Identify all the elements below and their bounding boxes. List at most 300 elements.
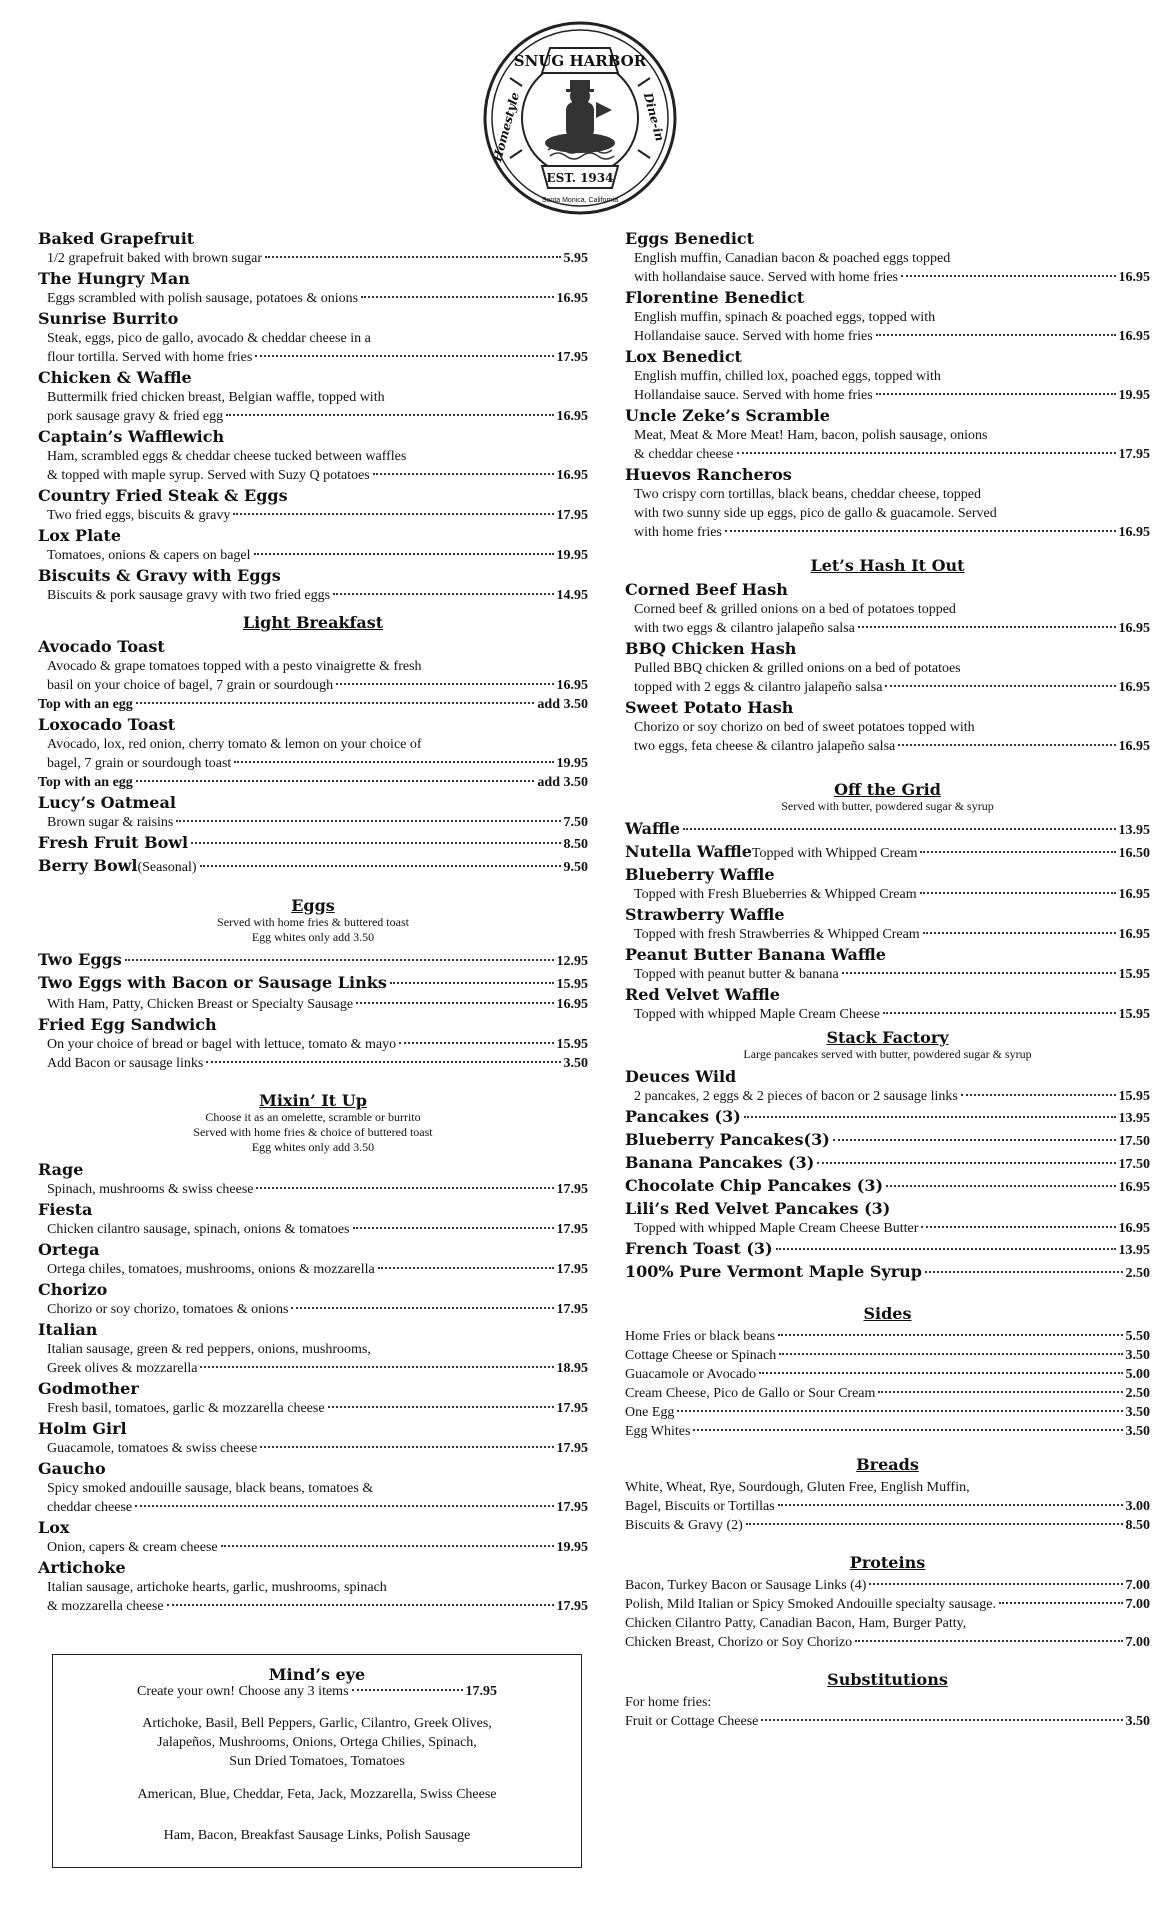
item-description-price bbox=[625, 737, 1150, 756]
description-text: Brown sugar & raisins bbox=[47, 815, 174, 830]
item-description-price bbox=[38, 407, 588, 426]
description-text: flour tortilla. Served with home fries bbox=[47, 350, 253, 365]
price: 17.50 bbox=[1118, 1134, 1150, 1149]
section-heading: Breads bbox=[856, 1455, 919, 1474]
description-text: Topped with Fresh Blueberries & Whipped Cream bbox=[634, 887, 917, 902]
price: 8.50 bbox=[563, 837, 588, 852]
list-text: Bagel, Biscuits or Tortillas bbox=[625, 1499, 775, 1514]
leader-dots bbox=[901, 275, 1116, 277]
item-name: Loxocado Toast bbox=[38, 715, 176, 734]
price: 3.50 bbox=[1125, 1424, 1150, 1439]
leader-dots bbox=[886, 1185, 1115, 1187]
price: 5.95 bbox=[563, 251, 588, 266]
item-name: Avocado Toast bbox=[38, 637, 165, 656]
section-note: Served with home fries & buttered toast bbox=[217, 915, 409, 929]
section-heading: Eggs bbox=[291, 896, 335, 915]
leader-dots bbox=[206, 1061, 560, 1063]
leader-dots bbox=[361, 296, 553, 298]
list-row bbox=[625, 1384, 1150, 1403]
list-text: Cream Cheese, Pico de Gallo or Sour Cream bbox=[625, 1386, 876, 1401]
list-text: Polish, Mild Italian or Spicy Smoked Andouille specialty sausage. bbox=[625, 1597, 996, 1612]
price: 2.50 bbox=[1125, 1266, 1150, 1281]
item-description-price bbox=[625, 678, 1150, 697]
item-with-price bbox=[625, 1238, 1150, 1261]
price: 8.50 bbox=[1125, 1518, 1150, 1533]
description-text: Hollandaise sauce. Served with home fries bbox=[634, 329, 873, 344]
leader-dots bbox=[356, 1002, 553, 1004]
price: 17.50 bbox=[1118, 1157, 1150, 1172]
leader-dots bbox=[226, 414, 553, 416]
item-with-price bbox=[38, 972, 588, 995]
leader-dots bbox=[125, 959, 554, 961]
list-row bbox=[625, 1327, 1150, 1346]
svg-text:SNUG HARBOR: SNUG HARBOR bbox=[513, 52, 647, 70]
price: 17.95 bbox=[556, 1262, 588, 1277]
minds-eye-title: Mind’s eye bbox=[268, 1665, 366, 1684]
price: 17.95 bbox=[556, 1500, 588, 1515]
price: 16.95 bbox=[1118, 270, 1150, 285]
item-description-price bbox=[625, 619, 1150, 638]
list-row bbox=[625, 1497, 1150, 1516]
item-name: Uncle Zeke’s Scramble bbox=[625, 406, 830, 425]
description-text: Onion, capers & cream cheese bbox=[47, 1540, 218, 1555]
leader-dots bbox=[191, 842, 560, 844]
leader-dots bbox=[878, 1391, 1122, 1393]
price: 17.95 bbox=[556, 1599, 588, 1614]
item-description-price bbox=[38, 1359, 588, 1378]
item-description-price bbox=[38, 1538, 588, 1557]
item-description: English muffin, chilled lox, poached eggs, topped with bbox=[634, 369, 941, 384]
price: 16.95 bbox=[1118, 887, 1150, 902]
price: 14.95 bbox=[556, 588, 588, 603]
item-description-price bbox=[38, 1597, 588, 1616]
price: 19.95 bbox=[1118, 388, 1150, 403]
leader-dots bbox=[200, 865, 561, 867]
price: 3.50 bbox=[563, 1056, 588, 1071]
minds-eye-box: Mind’s eye Create your own! Choose any 3 items 17.95 Artichoke, Basil, Bell Peppers, Garlic, Cilantro, Greek Olives, Jalapeños, Mushrooms, Onions, Ortega Chilies, Spinach, Sun Dried Tomatoes, Tomatoes American, Blue, Cheddar, Feta, Jack, Mozzarella, Swiss Cheese Ham, Bacon, Breakfast Sausage Links, Polish Sausage bbox=[52, 1654, 582, 1868]
leader-dots bbox=[869, 1583, 1122, 1585]
item-name: The Hungry Man bbox=[38, 269, 190, 288]
item-description: Spicy smoked andouille sausage, black beans, tomatoes & bbox=[47, 1481, 374, 1496]
description-text: bagel, 7 grain or sourdough toast bbox=[47, 756, 232, 771]
price: 13.95 bbox=[1118, 1243, 1150, 1258]
price: 16.95 bbox=[556, 409, 588, 424]
item-note: (Seasonal) bbox=[137, 860, 197, 875]
leader-dots bbox=[925, 1271, 1123, 1273]
leader-dots bbox=[776, 1248, 1116, 1250]
description-text: Spinach, mushrooms & swiss cheese bbox=[47, 1182, 254, 1197]
leader-dots bbox=[885, 685, 1115, 687]
item-name: Chicken & Waffle bbox=[38, 368, 192, 387]
leader-dots bbox=[683, 828, 1116, 830]
list-text: Bacon, Turkey Bacon or Sausage Links (4) bbox=[625, 1578, 867, 1593]
svg-text:Santa Monica, California: Santa Monica, California bbox=[541, 197, 619, 204]
list-line: White, Wheat, Rye, Sourdough, Gluten Free, English Muffin, bbox=[625, 1480, 970, 1495]
section-heading: Substitutions bbox=[827, 1670, 948, 1689]
item-name: Lili’s Red Velvet Pancakes (3) bbox=[625, 1199, 891, 1218]
description-text: Add Bacon or sausage links bbox=[47, 1056, 204, 1071]
price: 18.95 bbox=[556, 1361, 588, 1376]
item-name: Nutella Waffle bbox=[625, 842, 752, 861]
item-description-price bbox=[38, 289, 588, 308]
item-name: Lox Plate bbox=[38, 526, 122, 545]
price: 7.00 bbox=[1125, 1635, 1150, 1650]
item-description-price bbox=[38, 1220, 588, 1239]
item-description-price bbox=[625, 386, 1150, 405]
description-text: Greek olives & mozzarella bbox=[47, 1361, 198, 1376]
item-description-price bbox=[625, 523, 1150, 542]
item-description-price bbox=[38, 1054, 588, 1073]
price: 19.95 bbox=[556, 548, 588, 563]
leader-dots bbox=[256, 1187, 553, 1189]
price: 12.95 bbox=[556, 954, 588, 969]
item-description-price bbox=[38, 1498, 588, 1517]
leader-dots bbox=[920, 892, 1116, 894]
leader-dots bbox=[234, 761, 553, 763]
price: 16.95 bbox=[1118, 621, 1150, 636]
price: 7.50 bbox=[563, 815, 588, 830]
price: 16.95 bbox=[556, 291, 588, 306]
item-name: Two Eggs with Bacon or Sausage Links bbox=[38, 973, 387, 992]
item-description-price bbox=[38, 1180, 588, 1199]
list-text: One Egg bbox=[625, 1405, 675, 1420]
price: 16.95 bbox=[1118, 927, 1150, 942]
description-text: Topped with whipped Maple Cream Cheese Butter bbox=[634, 1221, 919, 1236]
description-text: Tomatoes, onions & capers on bagel bbox=[47, 548, 251, 563]
description-text: Biscuits & pork sausage gravy with two fried eggs bbox=[47, 588, 331, 603]
price: 16.95 bbox=[1118, 525, 1150, 540]
price: 19.95 bbox=[556, 1540, 588, 1555]
leader-dots bbox=[744, 1116, 1116, 1118]
item-name: Strawberry Waffle bbox=[625, 905, 785, 924]
item-with-price bbox=[625, 1175, 1150, 1198]
item-name: Biscuits & Gravy with Eggs bbox=[38, 566, 281, 585]
item-name: Holm Girl bbox=[38, 1419, 127, 1438]
leader-dots bbox=[725, 530, 1116, 532]
leader-dots bbox=[921, 1226, 1115, 1228]
leader-dots bbox=[961, 1094, 1116, 1096]
price: 16.95 bbox=[1118, 1180, 1150, 1195]
price: 13.95 bbox=[1118, 823, 1150, 838]
section-note: Choose it as an omelette, scramble or burrito bbox=[205, 1110, 421, 1124]
description-text: Eggs scrambled with polish sausage, potatoes & onions bbox=[47, 291, 359, 306]
item-description-price bbox=[625, 885, 1150, 904]
item-description-price bbox=[38, 466, 588, 485]
item-description: Pulled BBQ chicken & grilled onions on a bed of potatoes bbox=[634, 661, 961, 676]
item-name: Red Velvet Waffle bbox=[625, 985, 780, 1004]
item-description-price bbox=[38, 249, 588, 268]
description-text: with hollandaise sauce. Served with home fries bbox=[634, 270, 898, 285]
item-description-price bbox=[38, 813, 588, 832]
item-name: Captain’s Wafflewich bbox=[38, 427, 225, 446]
price: 16.50 bbox=[1118, 846, 1150, 861]
menu-right-column bbox=[625, 228, 1150, 1731]
leader-dots bbox=[233, 513, 553, 515]
item-with-price bbox=[625, 841, 1150, 864]
description-text: & cheddar cheese bbox=[634, 447, 734, 462]
item-name: Blueberry Waffle bbox=[625, 865, 775, 884]
section-heading: Stack Factory bbox=[826, 1028, 949, 1047]
price: 5.00 bbox=[1125, 1367, 1150, 1382]
leader-dots bbox=[265, 256, 561, 258]
list-line: Chicken Cilantro Patty, Canadian Bacon, Ham, Burger Patty, bbox=[625, 1616, 967, 1631]
leader-dots bbox=[254, 553, 554, 555]
item-description-price bbox=[625, 1087, 1150, 1106]
item-name: Rage bbox=[38, 1160, 84, 1179]
leader-dots bbox=[858, 626, 1116, 628]
price: 16.95 bbox=[1118, 1221, 1150, 1236]
item-description: Chorizo or soy chorizo on bed of sweet potatoes topped with bbox=[634, 720, 975, 735]
item-name: Florentine Benedict bbox=[625, 288, 805, 307]
description-text: cheddar cheese bbox=[47, 1500, 133, 1515]
price: 7.00 bbox=[1125, 1578, 1150, 1593]
section-note: Served with home fries & choice of buttered toast bbox=[193, 1125, 433, 1139]
leader-dots bbox=[855, 1640, 1122, 1642]
item-name: Huevos Rancheros bbox=[625, 465, 792, 484]
list-row bbox=[625, 1365, 1150, 1384]
leader-dots bbox=[761, 1719, 1122, 1721]
item-name: French Toast (3) bbox=[625, 1239, 773, 1258]
price: 15.95 bbox=[556, 977, 588, 992]
description-text: Topped with fresh Strawberries & Whipped Cream bbox=[634, 927, 920, 942]
item-description: Meat, Meat & More Meat! Ham, bacon, polish sausage, onions bbox=[634, 428, 988, 443]
description-text: topped with 2 eggs & cilantro jalapeño salsa bbox=[634, 680, 883, 695]
list-row bbox=[625, 1712, 1150, 1731]
svg-text:Homestyle: Homestyle bbox=[490, 90, 523, 164]
price: 17.95 bbox=[556, 1441, 588, 1456]
description-text: Topped with whipped Maple Cream Cheese bbox=[634, 1007, 880, 1022]
item-name: Chocolate Chip Pancakes (3) bbox=[625, 1176, 884, 1195]
add-on-label: Top with an egg bbox=[38, 775, 133, 790]
price: 16.95 bbox=[1118, 680, 1150, 695]
item-description-price bbox=[625, 965, 1150, 984]
item-description: Buttermilk fried chicken breast, Belgian waffle, topped with bbox=[47, 390, 385, 405]
item-description-price bbox=[38, 506, 588, 525]
item-description-price bbox=[38, 1439, 588, 1458]
list-row bbox=[625, 1403, 1150, 1422]
leader-dots bbox=[693, 1429, 1122, 1431]
item-description-price bbox=[38, 1035, 588, 1054]
price: 17.95 bbox=[556, 508, 588, 523]
description-text: On your choice of bread or bagel with lettuce, tomato & mayo bbox=[47, 1037, 397, 1052]
item-name: Fiesta bbox=[38, 1200, 93, 1219]
leader-dots bbox=[328, 1406, 554, 1408]
description-text: pork sausage gravy & fried egg bbox=[47, 409, 224, 424]
item-note: Topped with Whipped Cream bbox=[751, 846, 918, 861]
item-name: Godmother bbox=[38, 1379, 139, 1398]
price: 3.00 bbox=[1125, 1499, 1150, 1514]
price: 17.95 bbox=[556, 1182, 588, 1197]
list-row bbox=[625, 1516, 1150, 1535]
section-heading: Mixin’ It Up bbox=[259, 1091, 367, 1110]
item-name: Blueberry Pancakes(3) bbox=[625, 1130, 830, 1149]
leader-dots bbox=[390, 982, 554, 984]
item-name: Corned Beef Hash bbox=[625, 580, 788, 599]
list-row bbox=[625, 1346, 1150, 1365]
item-description: English muffin, Canadian bacon & poached eggs topped bbox=[634, 251, 951, 266]
leader-dots bbox=[876, 393, 1116, 395]
description-text: with home fries bbox=[634, 525, 722, 540]
item-with-price bbox=[625, 1152, 1150, 1175]
item-description: English muffin, spinach & poached eggs, topped with bbox=[634, 310, 936, 325]
price: 9.50 bbox=[563, 860, 588, 875]
description-text: 2 pancakes, 2 eggs & 2 pieces of bacon or 2 sausage links bbox=[634, 1089, 958, 1104]
description-text: Hollandaise sauce. Served with home fries bbox=[634, 388, 873, 403]
svg-text:Dine-in: Dine-in bbox=[640, 91, 668, 143]
section-note: Large pancakes served with butter, powdered sugar & syrup bbox=[743, 1047, 1032, 1061]
leader-dots bbox=[373, 473, 554, 475]
leader-dots bbox=[353, 1227, 554, 1229]
description-text: Two fried eggs, biscuits & gravy bbox=[47, 508, 231, 523]
item-description-price bbox=[625, 1219, 1150, 1238]
list-line: For home fries: bbox=[625, 1695, 712, 1710]
leader-dots bbox=[221, 1545, 554, 1547]
price: add 3.50 bbox=[537, 775, 588, 790]
item-name: Fresh Fruit Bowl bbox=[38, 833, 189, 852]
section-note: Served with butter, powdered sugar & syrup bbox=[781, 799, 994, 813]
item-name: Deuces Wild bbox=[625, 1067, 737, 1086]
item-description-price bbox=[625, 268, 1150, 287]
item-name: Italian bbox=[38, 1320, 98, 1339]
item-name: Waffle bbox=[625, 819, 680, 838]
price: 19.95 bbox=[556, 756, 588, 771]
leader-dots bbox=[336, 683, 553, 685]
description-text: basil on your choice of bagel, 7 grain or sourdough bbox=[47, 678, 334, 693]
price: 16.95 bbox=[556, 468, 588, 483]
section-note: Egg whites only add 3.50 bbox=[251, 930, 375, 944]
leader-dots bbox=[920, 851, 1115, 853]
item-name: Two Eggs bbox=[38, 950, 122, 969]
cheese-options: American, Blue, Cheddar, Feta, Jack, Mozzarella, Swiss Cheese bbox=[137, 1787, 497, 1802]
leader-dots bbox=[291, 1307, 553, 1309]
item-name: Baked Grapefruit bbox=[38, 229, 195, 248]
item-name: Lox Benedict bbox=[625, 347, 742, 366]
leader-dots bbox=[677, 1410, 1122, 1412]
item-with-price bbox=[625, 818, 1150, 841]
description-text: Fresh basil, tomatoes, garlic & mozzarella cheese bbox=[47, 1401, 325, 1416]
description-text: two eggs, feta cheese & cilantro jalapeño salsa bbox=[634, 739, 896, 754]
item-description: Two crispy corn tortillas, black beans, cheddar cheese, topped bbox=[634, 487, 981, 502]
description-text: Chorizo or soy chorizo, tomatoes & onions bbox=[47, 1302, 289, 1317]
leader-dots bbox=[778, 1504, 1123, 1506]
price: add 3.50 bbox=[537, 697, 588, 712]
item-name: Sunrise Burrito bbox=[38, 309, 179, 328]
description-text: 1/2 grapefruit baked with brown sugar bbox=[47, 251, 262, 266]
leader-dots bbox=[136, 702, 535, 704]
item-with-price bbox=[38, 832, 588, 855]
item-description: Ham, scrambled eggs & cheddar cheese tucked between waffles bbox=[47, 449, 407, 464]
price: 16.95 bbox=[1118, 329, 1150, 344]
item-description-price bbox=[625, 445, 1150, 464]
leader-dots bbox=[778, 1334, 1122, 1336]
item-description-price bbox=[625, 327, 1150, 346]
list-text: Guacamole or Avocado bbox=[625, 1367, 757, 1382]
item-description-price bbox=[38, 546, 588, 565]
item-name: Fried Egg Sandwich bbox=[38, 1015, 217, 1034]
item-name: Sweet Potato Hash bbox=[625, 698, 794, 717]
price: 17.95 bbox=[1118, 447, 1150, 462]
item-name: Pancakes (3) bbox=[625, 1107, 741, 1126]
item-with-price bbox=[625, 1129, 1150, 1152]
item-description-price bbox=[38, 1300, 588, 1319]
meat-options: Ham, Bacon, Breakfast Sausage Links, Polish Sausage bbox=[163, 1828, 471, 1843]
list-text: Home Fries or black beans bbox=[625, 1329, 776, 1344]
price: 5.50 bbox=[1125, 1329, 1150, 1344]
list-row bbox=[625, 1633, 1150, 1652]
list-row bbox=[625, 1595, 1150, 1614]
item-name: Gaucho bbox=[38, 1459, 106, 1478]
item-description: Corned beef & grilled onions on a bed of potatoes topped bbox=[634, 602, 956, 617]
leader-dots bbox=[876, 334, 1116, 336]
description-text: With Ham, Patty, Chicken Breast or Specialty Sausage bbox=[47, 997, 354, 1012]
leader-dots bbox=[737, 452, 1116, 454]
list-text: Cottage Cheese or Spinach bbox=[625, 1348, 777, 1363]
price: 15.95 bbox=[1118, 1007, 1150, 1022]
section-heading: Sides bbox=[863, 1304, 912, 1323]
price: 15.95 bbox=[1118, 967, 1150, 982]
section-heading: Light Breakfast bbox=[242, 613, 384, 632]
leader-dots bbox=[399, 1042, 553, 1044]
leader-dots bbox=[833, 1139, 1116, 1141]
leader-dots bbox=[999, 1602, 1123, 1604]
leader-dots bbox=[883, 1012, 1116, 1014]
section-heading: Let’s Hash It Out bbox=[810, 556, 965, 575]
item-with-price bbox=[625, 1106, 1150, 1129]
item-description: Avocado, lox, red onion, cherry tomato & lemon on your choice of bbox=[47, 737, 422, 752]
menu-left-column bbox=[38, 228, 588, 1616]
leader-dots bbox=[176, 820, 560, 822]
price: 7.00 bbox=[1125, 1597, 1150, 1612]
description-text: Topped with peanut butter & banana bbox=[634, 967, 839, 982]
item-description-price bbox=[625, 1005, 1150, 1024]
leader-dots bbox=[333, 593, 553, 595]
item-description-price bbox=[625, 925, 1150, 944]
list-row bbox=[625, 1576, 1150, 1595]
leader-dots bbox=[898, 744, 1115, 746]
price: 3.50 bbox=[1125, 1405, 1150, 1420]
item-description-price bbox=[38, 754, 588, 773]
item-name: Eggs Benedict bbox=[625, 229, 755, 248]
price: 3.50 bbox=[1125, 1348, 1150, 1363]
item-name: Ortega bbox=[38, 1240, 100, 1259]
item-name: Lucy’s Oatmeal bbox=[38, 793, 176, 812]
leader-dots bbox=[746, 1523, 1123, 1525]
description-text: & topped with maple syrup. Served with Suzy Q potatoes bbox=[47, 468, 370, 483]
section-heading: Proteins bbox=[849, 1553, 926, 1572]
list-row bbox=[625, 1422, 1150, 1441]
price: 17.95 bbox=[556, 1401, 588, 1416]
price: 17.95 bbox=[556, 1302, 588, 1317]
leader-dots bbox=[255, 355, 553, 357]
item-description-price bbox=[38, 676, 588, 695]
leader-dots bbox=[378, 1267, 554, 1269]
list-text: Fruit or Cottage Cheese bbox=[625, 1714, 759, 1729]
leader-dots bbox=[200, 1366, 553, 1368]
price: 16.95 bbox=[556, 678, 588, 693]
section-note: Egg whites only add 3.50 bbox=[251, 1140, 375, 1154]
item-description: Italian sausage, green & red peppers, onions, mushrooms, bbox=[47, 1342, 371, 1357]
description-text: with two eggs & cilantro jalapeño salsa bbox=[634, 621, 855, 636]
veggie-options: Artichoke, Basil, Bell Peppers, Garlic, Cilantro, Greek Olives, bbox=[142, 1716, 492, 1731]
item-name: 100% Pure Vermont Maple Syrup bbox=[625, 1262, 922, 1281]
leader-dots bbox=[779, 1353, 1122, 1355]
item-description-price bbox=[38, 995, 588, 1014]
leader-dots bbox=[260, 1446, 553, 1448]
item-with-price bbox=[38, 855, 588, 878]
price: 15.95 bbox=[1118, 1089, 1150, 1104]
description-text: & mozzarella cheese bbox=[47, 1599, 164, 1614]
list-text: Egg Whites bbox=[625, 1424, 691, 1439]
